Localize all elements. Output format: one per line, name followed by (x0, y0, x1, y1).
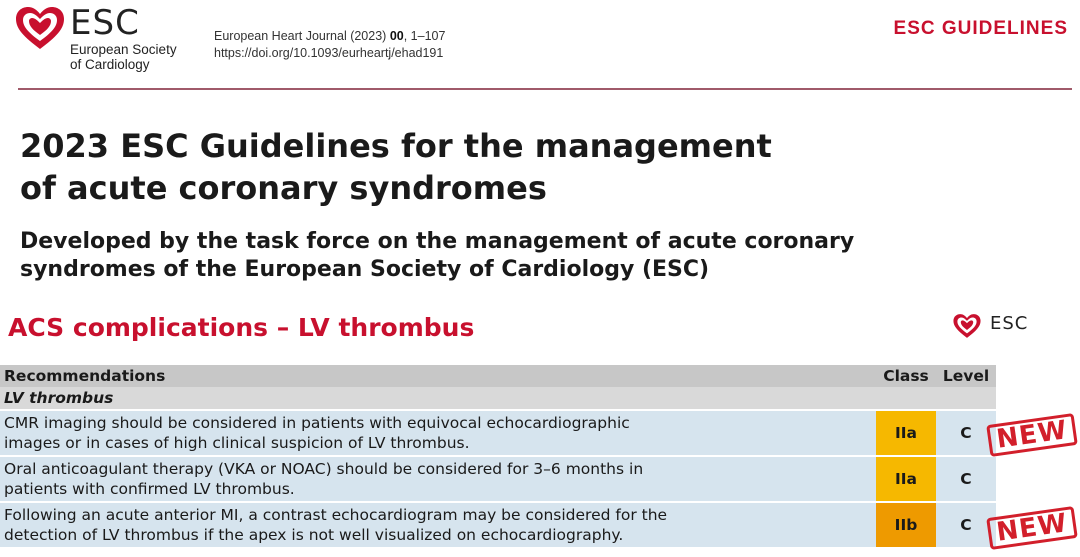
recommendation-line: images or in cases of high clinical suspicion of LV thrombus. (4, 434, 470, 452)
stamp-label: NEW (994, 415, 1070, 455)
journal-reference (214, 28, 445, 45)
table-row (0, 409, 996, 455)
header-level: Level (936, 365, 996, 387)
recommendation-line: Oral anticoagulant therapy (VKA or NOAC) should be considered for 3–6 months in (4, 460, 644, 478)
stamp-label: NEW (994, 508, 1070, 548)
title-line1: 2023 ESC Guidelines for the management (20, 127, 772, 165)
page-subtitle (20, 228, 1070, 284)
esc-heart-small-icon (950, 313, 984, 339)
table-section-row (0, 387, 996, 409)
header-class: Class (876, 365, 936, 387)
journal-pages: , 1–107 (403, 29, 446, 43)
header-divider (18, 88, 1072, 90)
new-stamp (986, 413, 1078, 457)
esc-logo-wordmark: ESC (70, 3, 140, 43)
section-label: LV thrombus (0, 387, 996, 409)
table-header-row (0, 365, 996, 387)
recommendation-text (0, 409, 876, 455)
subtitle-line1: Developed by the task force on the management of acute coronary (20, 229, 855, 254)
esc-small-wordmark: ESC (990, 313, 1029, 334)
journal-name: European Heart Journal (2023) (214, 29, 390, 43)
header-recommendations: Recommendations (0, 365, 876, 387)
recommendation-line: detection of LV thrombus if the apex is not well visualized on echocardiography. (4, 526, 624, 544)
subtitle-line2: syndromes of the European Society of Cardiology (ESC) (20, 257, 710, 282)
section-title: ACS complications – LV thrombus (8, 313, 475, 342)
guidelines-tag: ESC GUIDELINES (893, 18, 1068, 39)
level-cell: C (936, 501, 996, 547)
recommendation-line: Following an acute anterior MI, a contrast echocardiogram may be considered for the (4, 506, 668, 524)
journal-volume: 00 (389, 29, 404, 43)
table-row (0, 501, 996, 547)
recommendation-text (0, 455, 876, 501)
class-cell: IIa (876, 409, 936, 455)
level-cell: C (936, 409, 996, 455)
journal-citation (214, 28, 445, 62)
recommendations-table (0, 365, 996, 547)
class-cell: IIa (876, 455, 936, 501)
logo-sub-line2: of Cardiology (70, 57, 150, 72)
recommendation-text (0, 501, 876, 547)
recommendation-line: CMR imaging should be considered in patients with equivocal echocardiographic (4, 414, 630, 432)
title-line2: of acute coronary syndromes (20, 169, 547, 207)
logo-sub-line1: European Society (70, 42, 177, 57)
esc-heart-logo-icon (14, 5, 66, 51)
class-cell: IIb (876, 501, 936, 547)
level-cell: C (936, 455, 996, 501)
doi-link[interactable]: https://doi.org/10.1093/eurheartj/ehad191 (214, 46, 444, 60)
recommendation-line: patients with confirmed LV thrombus. (4, 480, 295, 498)
table-row (0, 455, 996, 501)
page-title (20, 125, 1070, 209)
new-stamp (986, 506, 1078, 550)
esc-logo-subtitle (70, 42, 177, 72)
